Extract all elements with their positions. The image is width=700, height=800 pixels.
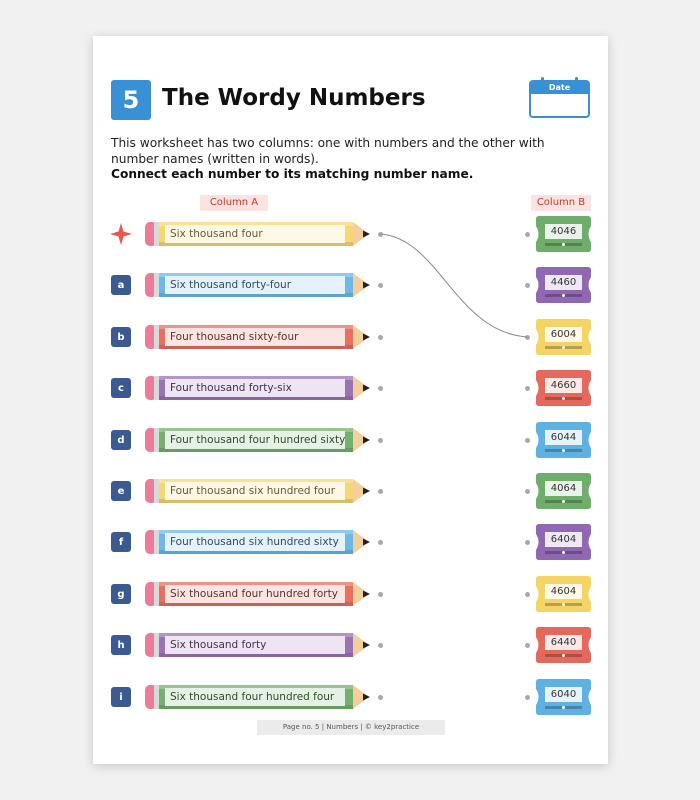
number-name-text: Six thousand four hundred four	[165, 688, 345, 706]
column-a-header: Column A	[200, 195, 268, 211]
worksheet-number-badge: 5	[111, 80, 151, 120]
page-footer: Page no. 5 | Numbers | © key2practice	[257, 720, 445, 735]
number-text: 4604	[545, 584, 582, 599]
example-connection-line	[381, 234, 528, 337]
row-marker: e	[111, 481, 131, 501]
number-text: 4660	[545, 378, 582, 393]
number-name-text: Four thousand six hundred four	[165, 482, 345, 500]
number-text: 4046	[545, 224, 582, 239]
row-marker: f	[111, 532, 131, 552]
row-marker: i	[111, 687, 131, 707]
row-marker: g	[111, 584, 131, 604]
number-text: 6440	[545, 635, 582, 650]
number-text: 4064	[545, 481, 582, 496]
number-name-text: Four thousand four hundred sixty	[165, 431, 345, 449]
number-name-text: Four thousand forty-six	[165, 379, 345, 397]
number-name-text: Six thousand four hundred forty	[165, 585, 345, 603]
number-name-text: Four thousand sixty-four	[165, 328, 345, 346]
worksheet-title: The Wordy Numbers	[162, 85, 426, 111]
row-marker: b	[111, 327, 131, 347]
row-marker: c	[111, 378, 131, 398]
instruction-text: Connect each number to its matching number name.	[111, 167, 474, 181]
number-name-text: Four thousand six hundred sixty	[165, 533, 345, 551]
number-name-text: Six thousand forty-four	[165, 276, 345, 294]
number-name-text: Six thousand forty	[165, 636, 345, 654]
column-b-header: Column B	[531, 195, 591, 211]
number-text: 6040	[545, 687, 582, 702]
number-text: 4460	[545, 275, 582, 290]
number-text: 6004	[545, 327, 582, 342]
date-label: Date	[531, 82, 588, 94]
number-text: 6044	[545, 430, 582, 445]
number-text: 6404	[545, 532, 582, 547]
row-marker: h	[111, 635, 131, 655]
number-name-text: Six thousand four	[165, 225, 345, 243]
row-marker: d	[111, 430, 131, 450]
row-marker: a	[111, 275, 131, 295]
intro-text: This worksheet has two columns: one with numbers and the other with number names (written in words).	[111, 136, 545, 166]
